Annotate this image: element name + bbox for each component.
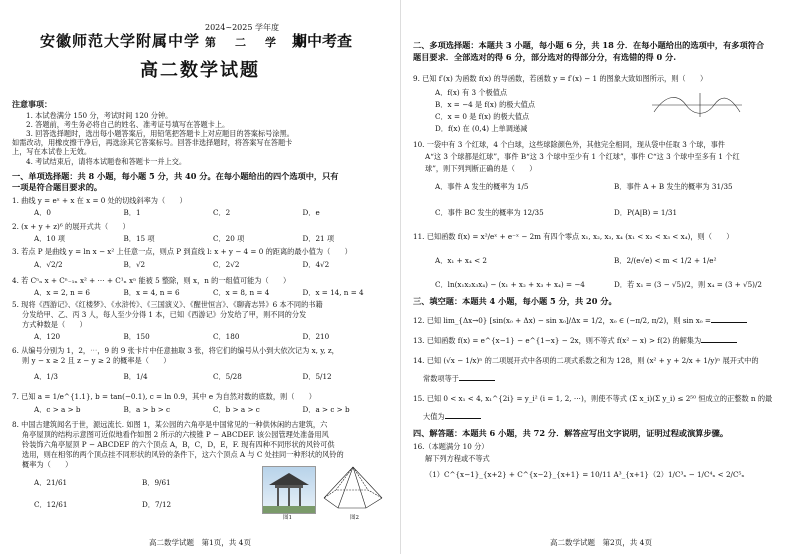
question-8b: 角亭屋顶的结构示意图可近似地看作如图 2 所示的六棱锥 P − ABCDEF. 该公园管理处准备用风: [22, 430, 329, 439]
option: C．5/28: [213, 372, 242, 381]
question-10c: 球”，则下列判断正确的是（ ）: [425, 164, 537, 173]
option: B．1/4: [123, 372, 148, 381]
school-year: 2024~2025 学年度: [205, 23, 279, 32]
section-4-heading: 四、解答题：本题共 6 小题，共 72 分．解答应写出文字说明，证明过程或演算步骤。: [413, 428, 729, 438]
q3-options: [34, 260, 392, 270]
option: A．c > a > b: [34, 405, 81, 414]
question-8e: 概率为（ ）: [22, 460, 73, 469]
option: B．事件 A + B 发生的概率为 31/35: [614, 182, 733, 191]
option: C．2√2: [213, 260, 240, 269]
semester: 第 二 学 期: [205, 36, 310, 49]
question-15b: [423, 412, 793, 421]
page-title: 高二数学试题: [140, 60, 260, 81]
option: B．9/61: [142, 478, 171, 487]
option: B．150: [123, 332, 150, 341]
q9-option-d: D．f(x) 在 (0,4) 上单调递减: [435, 124, 528, 133]
question-4: 4. 若 Cⁿₙ x + Cⁿ₋₁ₙ x² + ⋯ + C¹ₙ xⁿ 能被 5 整除，则 x，n 的一组值可能为（ ）: [12, 276, 291, 285]
option: C．20 项: [213, 234, 245, 243]
option: D．7/12: [142, 500, 172, 509]
option: B．15 项: [123, 234, 155, 243]
option: A．事件 A 发生的概率为 1/5: [435, 182, 529, 191]
option: D．若 x₁ = (3 − √5)/2，则 x₄ = (3 + √5)/2: [614, 280, 762, 289]
q2-options: [34, 234, 392, 244]
question-14b-text: 常数项等于: [423, 374, 459, 383]
option: C．ln(x₁x₂x₃x₄) − (x₁ + x₂ + x₃ + x₄) = −4: [435, 280, 585, 289]
question-9: 9. 已知 f′(x) 为函数 f(x) 的导函数，若函数 y = f′(x) − 1 的图象大致如图所示，则（ ）: [413, 74, 708, 83]
title-block: [0, 0, 400, 82]
option: D．x = 14, n = 4: [302, 288, 364, 297]
question-14: 14. 已知 (√x − 1/x)ⁿ 的二项展开式中各项的二项式系数之和为 128，则 (x² + y + 2/x + 1/y)ⁿ 展开式中的: [413, 356, 759, 365]
exam-name: 期中考查: [292, 32, 353, 50]
option: A．x = 2, n = 6: [34, 288, 90, 297]
derivative-graph: [650, 92, 744, 118]
option: D．210: [302, 332, 330, 341]
question-10b: A“这 3 个球都是红球”，事件 B“这 3 个球中至少有 1 个红球”，事件 C“这 3 个球中至多有 1 个红: [425, 152, 740, 161]
option: C．2: [213, 208, 231, 217]
option: D．5/12: [302, 372, 332, 381]
option: A．0: [34, 208, 51, 217]
q1-options: [34, 208, 392, 218]
question-5c: 方式种数是（ ）: [22, 320, 87, 329]
option: D．a > c > b: [302, 405, 350, 414]
q8-options-a: [34, 478, 250, 488]
notice-title: 注意事项：: [12, 99, 52, 109]
option: B．x = 4, n = 6: [123, 288, 180, 297]
page-footer: 高二数学试题 第2页，共 4页: [550, 538, 652, 547]
q8-options-b: [34, 500, 250, 510]
option: C．180: [213, 332, 240, 341]
q9-option-a: A．f(x) 有 3 个极值点: [435, 88, 508, 97]
question-15: 15. 已知 0 < x₁ < 4, x₁^{2i} = y_i² (i = 1, 2, ⋯)，则使不等式 (Σ x_i)(Σ y_i) ≤ 2⁵⁰ 恒成立的正整数 n 的最: [413, 394, 773, 403]
q7-options: [34, 405, 392, 415]
question-5: 5. 现将《西游记》、《红楼梦》、《水浒传》、《三国演义》、《醒世恒言》、《聊斋志异》6 本不同的书籍: [12, 300, 323, 309]
hexagonal-pyramid-diagram: [318, 464, 388, 514]
question-12: [413, 316, 793, 325]
school-name: 安徽师范大学附属中学: [40, 32, 201, 50]
q6-options: [34, 372, 392, 382]
question-2: 2. (x + y + z)⁶ 的展开式共（ ）: [12, 222, 130, 231]
option: A．x₁ + x₄ < 2: [435, 256, 488, 265]
notice-3b: 如需改动，用橡皮擦干净后，再选涂其它答案标号。回答非选择题时，将答案写在答题卡: [12, 138, 293, 147]
figure-1-caption: 图1: [283, 515, 292, 521]
option: B．2/(e√e) < m < 1/2 + 1/e²: [614, 256, 717, 265]
question-6: 6. 从编号分别为 1，2，⋯，9 的 9 张卡片中任意抽取 3 张，将它们的编号从小到大依次记为 x, y, z，: [12, 346, 339, 355]
q9-option-b: B．x = −4 是 f(x) 的极大值点: [435, 100, 536, 109]
option: A．10 项: [34, 234, 65, 243]
page-footer: 高二数学试题 第1页，共 4页: [149, 538, 251, 547]
option: A．21/61: [34, 478, 68, 487]
q5-options: [34, 332, 392, 342]
question-7: 7. 已知 a = 1/e^{1.1}, b = tan(−0.1), c = ln 0.9，其中 e 为自然对数的底数，则（ ）: [12, 392, 316, 401]
question-8c: 铃装饰六角亭屋顶 P − ABCDEF 的六个顶点 A，B，C，D，E，F. 现有四种不同形状的风铃可供: [22, 440, 335, 449]
option: D．4√2: [302, 260, 330, 269]
question-8: 8. 中国古建筑闻名于世，源远流长. 如图 1，某公园的六角亭是中国常见的一种供休闲的古建筑，六: [12, 420, 328, 429]
option: C．b > a > c: [213, 405, 260, 414]
page-2: [400, 0, 801, 554]
part-2: （2）1/C³ₓ − 1/C⁴ₓ < 2/C⁵ₓ: [649, 470, 745, 479]
q9-option-c: C．x = 0 是 f(x) 的极大值点: [435, 112, 530, 121]
part-1: （1）C^{x−1}_{x+2} + C^{x−2}_{x+1} = 10/11 A³_{x+1}: [425, 470, 649, 479]
figure-2-caption: 图2: [350, 515, 359, 521]
q11-options-row2: [435, 280, 793, 290]
option: A．1/3: [34, 372, 58, 381]
option: C．x = 8, n = 4: [213, 288, 270, 297]
question-13-text: 13. 已知函数 f(x) = e^{x−1} − e^{1−x} − 2x，则不等式 f(x² − x) > f(2) 的解集为: [413, 336, 702, 345]
option: A．√2/2: [34, 260, 63, 269]
option: C．事件 BC 发生的概率为 12/35: [435, 208, 544, 217]
page-1: [0, 0, 400, 554]
question-3: 3. 若点 P 是曲线 y = ln x − x² 上任意一点，则点 P 到直线 l: x + y − 4 = 0 的距离的最小值为（ ）: [12, 247, 352, 256]
answer-blank: [459, 380, 495, 381]
pavilion-photo: [262, 466, 316, 514]
section-3-heading: 三、填空题：本题共 4 小题，每小题 5 分，共 20 分。: [413, 296, 617, 306]
section-1-heading-b: 一项是符合题目要求的。: [12, 182, 103, 192]
option: D．P(A|B) = 1/31: [614, 208, 678, 217]
section-1-heading: 一、单项选择题：共 8 小题，每小题 5 分，共 40 分。在每小题给出的四个选项中，只有: [12, 171, 339, 181]
option: C．12/61: [34, 500, 68, 509]
question-11: 11. 已知函数 f(x) = x²/eˣ + e⁻ˣ − 2m 有四个零点 x₁, x₂, x₃, x₄ (x₁ < x₂ < x₃ < x₄)，则（ ）: [413, 232, 734, 241]
question-13: [413, 336, 793, 345]
q4-options: [34, 288, 392, 298]
notice-3c: 上，写在本试卷上无效。: [12, 147, 92, 156]
question-16b: 解下列方程或不等式: [425, 454, 490, 463]
answer-blank: [701, 342, 737, 343]
question-8d: 选用，则在相邻的两个顶点挂不同形状的风铃的条件下，这六个顶点 A 与 C 处挂同一种形状的风铃的: [22, 450, 344, 459]
section-2-heading-b: 题目要求．全部选对的得 6 分，部分选对的得部分分，有选错的得 0 分.: [413, 52, 677, 62]
answer-blank: [445, 418, 481, 419]
notice-2: 2. 答题前，考生务必将自己的姓名、准考证号填写在答题卡上。: [26, 120, 230, 129]
question-1: 1. 曲线 y = eˣ + x 在 x = 0 处的切线斜率为（ ）: [12, 196, 187, 205]
option: A．120: [34, 332, 61, 341]
notice-3: 3. 回答选择题时，选出每小题答案后，用铅笔把答题卡上对应题目的答案标号涂黑。: [26, 129, 294, 138]
notice-4: 4. 考试结束后，请将本试题卷和答题卡一并上交。: [26, 157, 187, 166]
question-16: 16.（本题满分 10 分）: [413, 442, 489, 451]
option: D．e: [302, 208, 320, 217]
option: B．1: [123, 208, 141, 217]
answer-blank: [711, 322, 747, 323]
section-2-heading: 二、多项选择题：本题共 3 小题，每小题 6 分，共 18 分．在每小题给出的选项中，有多项符合: [413, 40, 765, 50]
question-14b: [423, 374, 793, 383]
question-15b-text: 大值为: [423, 412, 445, 421]
question-12-text: 12. 已知 lim_{Δx→0} [sin(x₀ + Δx) − sin x₀]/Δx = 1/2，x₀ ∈ (−π/2, π/2)，则 sin x₀ =: [413, 316, 711, 325]
option: B．√2: [123, 260, 146, 269]
question-10: 10. 一袋中有 3 个红球，4 个白球，这些球除颜色外，其他完全相同，现从袋中任取 3 个球，事件: [413, 140, 725, 149]
option: D．21 项: [302, 234, 335, 243]
q10-options-row2: [435, 208, 793, 218]
option: B．a > b > c: [123, 405, 171, 414]
q11-options-row1: [435, 256, 793, 266]
q16-parts: [425, 470, 793, 480]
question-6b: 则 y − x ≥ 2 且 z − y ≥ 2 的概率是（ ）: [22, 356, 171, 365]
notice-1: 1. 本试卷满分 150 分，考试时间 120 分钟。: [26, 111, 173, 120]
question-5b: 分发给甲、乙、丙 3 人，每人至少分得 1 本，已知《西游记》分发给了甲，则不同的分发: [22, 310, 307, 319]
q10-options-row1: [435, 182, 793, 192]
